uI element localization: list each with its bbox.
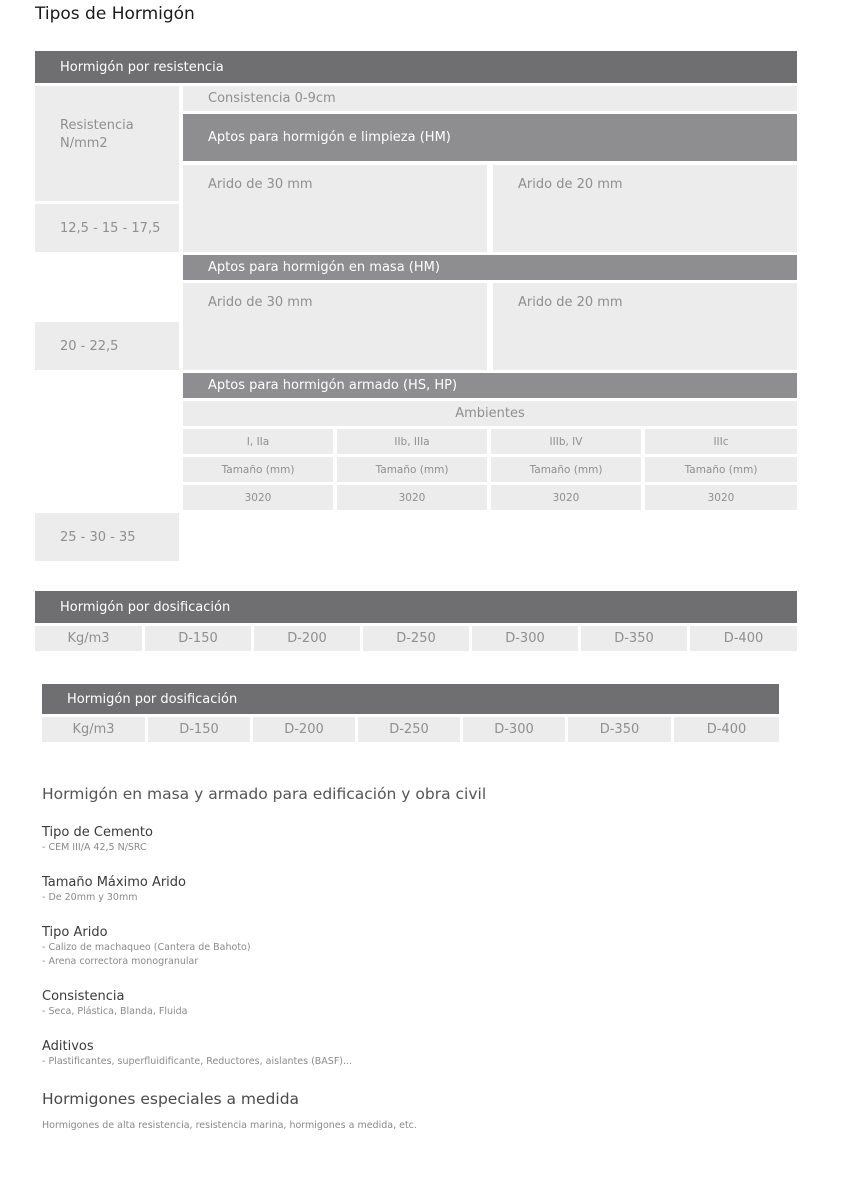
spec-line: - Plastificantes, superfluidificante, Reductores, aislantes (BASF)...: [42, 1056, 353, 1067]
spec-title: Consistencia: [42, 989, 125, 1004]
group-masa-arido-30: Arido de 30 mm: [183, 283, 487, 370]
ambiente-cell: I, IIa: [183, 429, 333, 454]
group-masa-arido-20: Arido de 20 mm: [493, 283, 797, 370]
especiales-title: Hormigones especiales a medida: [42, 1090, 300, 1108]
spec-title: Tipo Arido: [42, 925, 108, 940]
spec-line: - De 20mm y 30mm: [42, 892, 138, 903]
spec-line: - Calizo de machaqueo (Cantera de Bahoto): [42, 942, 251, 953]
resistencia-value-3: 25 - 30 - 35: [35, 513, 179, 561]
spec-line: - Arena correctora monogranular: [42, 956, 199, 967]
spec-title: Tipo de Cemento: [42, 825, 153, 840]
dosificacion-cell: D-150: [148, 717, 250, 742]
group-limpieza-arido-20: Arido de 20 mm: [493, 165, 797, 252]
group-masa-title: Aptos para hormigón en masa (HM): [183, 255, 797, 280]
especiales-text: Hormigones de alta resistencia, resistencia marina, hormigones a medida, etc.: [42, 1120, 417, 1131]
group-limpieza-title: Aptos para hormigón e limpieza (HM): [183, 114, 797, 161]
dosificacion-row-2: [42, 717, 779, 742]
tamano-value-cell: 3020: [183, 485, 333, 510]
dosificacion-header-2: Hormigón por dosificación: [42, 684, 779, 714]
resistencia-value-2: 20 - 22,5: [35, 322, 179, 370]
dosificacion-header-1: Hormigón por dosificación: [35, 591, 797, 623]
tamano-value-cell: 3020: [645, 485, 797, 510]
dosificacion-cell: D-200: [254, 626, 360, 651]
dosificacion-cell: D-150: [145, 626, 251, 651]
dosificacion-cell: D-350: [581, 626, 687, 651]
dosificacion-cell: D-400: [674, 717, 779, 742]
dosificacion-cell: D-400: [690, 626, 797, 651]
masa-armado-title: Hormigón en masa y armado para edificación y obra civil: [42, 785, 487, 803]
resistencia-col-label: Resistencia N/mm2: [35, 86, 179, 201]
dosificacion-row-1: [35, 626, 797, 651]
dosificacion-cell: Kg/m3: [35, 626, 142, 651]
tamano-label-cell: Tamaño (mm): [491, 457, 641, 482]
group-limpieza-arido-30: Arido de 30 mm: [183, 165, 487, 252]
dosificacion-cell: D-200: [253, 717, 355, 742]
tamano-label-cell: Tamaño (mm): [645, 457, 797, 482]
ambientes-label: Ambientes: [183, 401, 797, 426]
dosificacion-cell: D-300: [472, 626, 578, 651]
dosificacion-cell: Kg/m3: [42, 717, 145, 742]
spec-line: - Seca, Plástica, Blanda, Fluida: [42, 1006, 188, 1017]
tamano-label-cell: Tamaño (mm): [337, 457, 487, 482]
tamano-value-cell: 3020: [491, 485, 641, 510]
dosificacion-cell: D-300: [463, 717, 565, 742]
ambiente-cell: IIIc: [645, 429, 797, 454]
dosificacion-cell: D-250: [363, 626, 469, 651]
tamano-value-cell: 3020: [337, 485, 487, 510]
dosificacion-cell: D-250: [358, 717, 460, 742]
spec-line: - CEM III/A 42,5 N/SRC: [42, 842, 147, 853]
group-armado-title: Aptos para hormigón armado (HS, HP): [183, 373, 797, 398]
spec-title: Aditivos: [42, 1039, 94, 1054]
ambiente-cell: IIb, IIIa: [337, 429, 487, 454]
dosificacion-cell: D-350: [568, 717, 671, 742]
resistencia-header: Hormigón por resistencia: [35, 51, 797, 83]
page-title: Tipos de Hormigón: [35, 4, 195, 24]
tamano-label-cell: Tamaño (mm): [183, 457, 333, 482]
resistencia-value-1: 12,5 - 15 - 17,5: [35, 204, 179, 252]
consistencia-label: Consistencia 0-9cm: [183, 86, 797, 111]
ambiente-cell: IIIb, IV: [491, 429, 641, 454]
spec-title: Tamaño Máximo Arido: [42, 875, 187, 890]
